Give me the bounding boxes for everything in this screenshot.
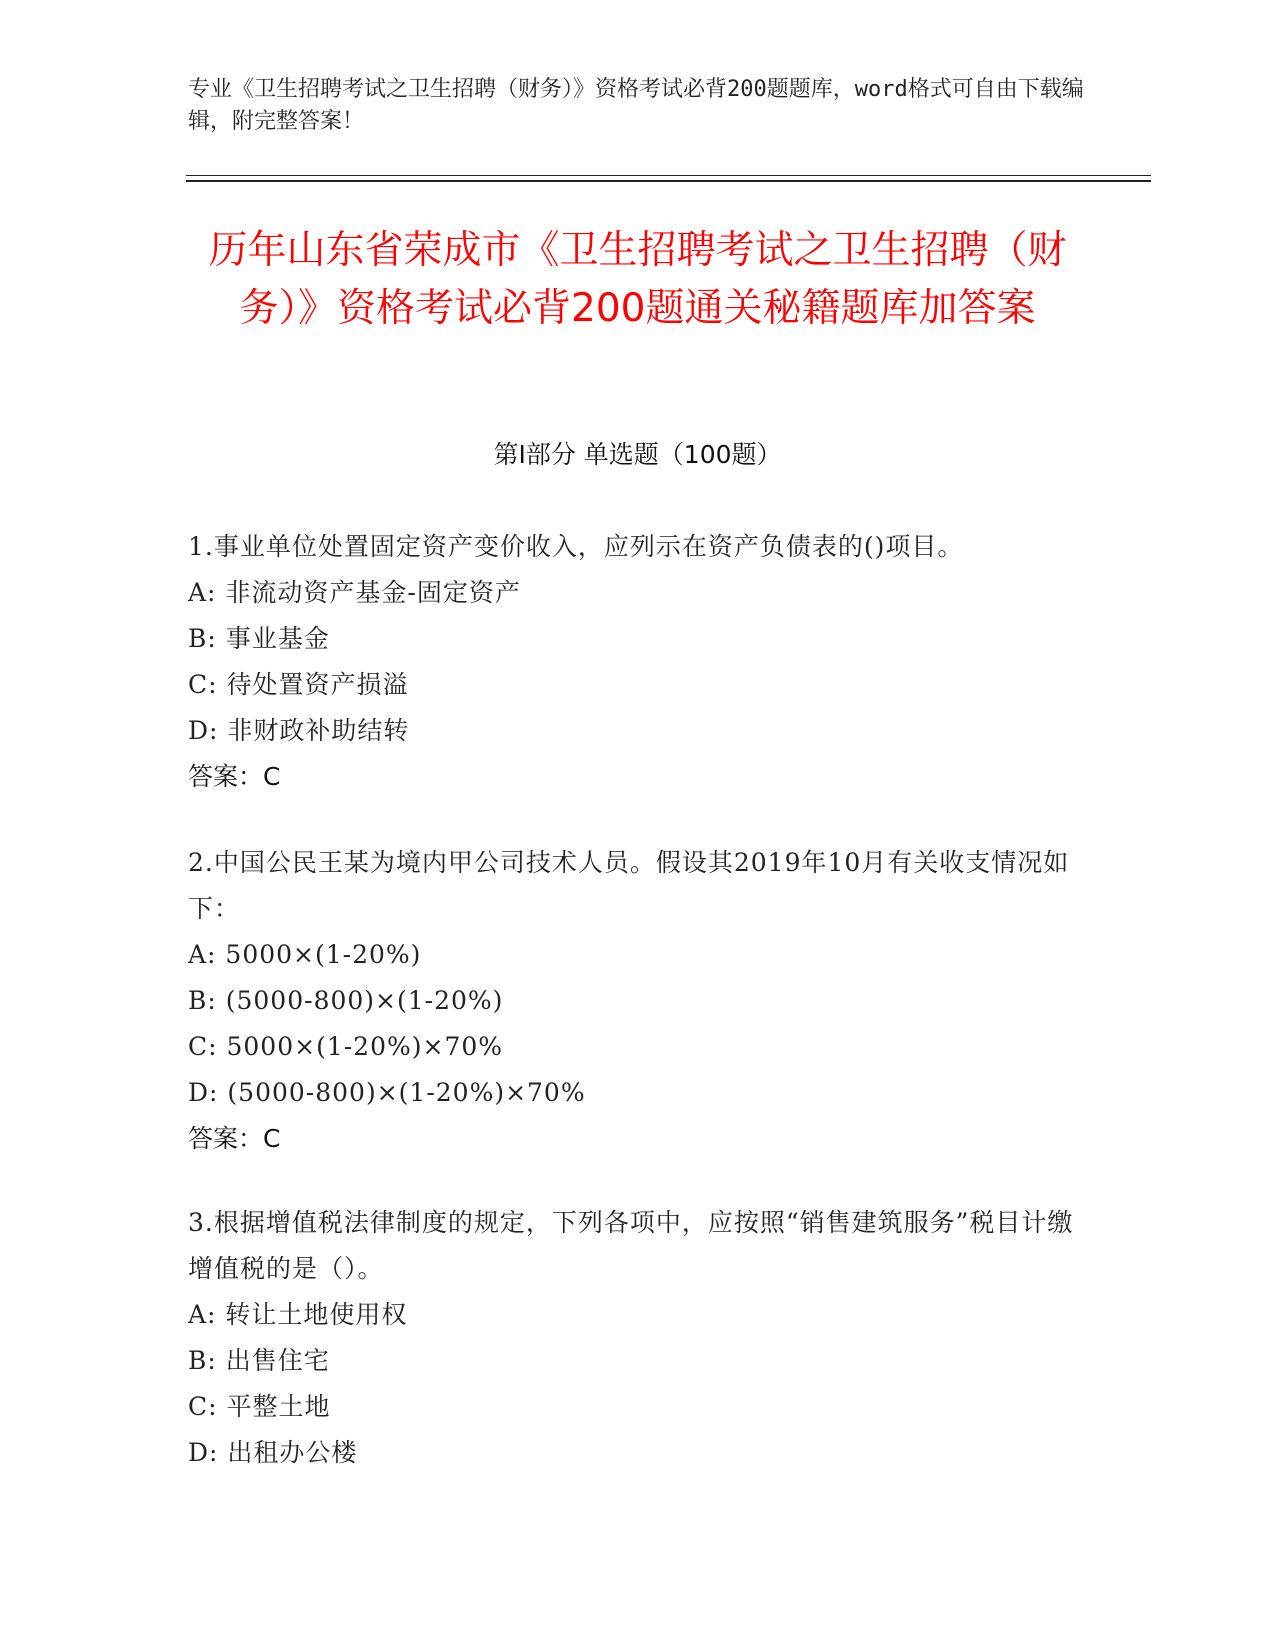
option-c: C: 待处置资产损溢 — [188, 670, 409, 699]
option-a: A: 5000×(1-20%) — [188, 940, 422, 969]
option-d: D: 非财政补助结转 — [188, 716, 410, 745]
option-d: D: (5000-800)×(1-20%)×70% — [188, 1078, 586, 1107]
question-1 — [188, 524, 1088, 800]
option-b: B: 出售住宅 — [188, 1346, 330, 1375]
option-d: D: 出租办公楼 — [188, 1438, 358, 1467]
option-a: A: 非流动资产基金-固定资产 — [188, 578, 521, 607]
option-c: C: 5000×(1-20%)×70% — [188, 1032, 504, 1061]
document-title: 历年山东省荣成市《卫生招聘考试之卫生招聘（财务）》资格考试必背200题通关秘籍题库加答案 — [208, 228, 1067, 331]
option-b: B: (5000-800)×(1-20%) — [188, 986, 504, 1015]
question-stem: 1.事业单位处置固定资产变价收入，应列示在资产负债表的()项目。 — [188, 532, 964, 561]
question-stem: 2.中国公民王某为境内甲公司技术人员。假设其2019年10月有关收支情况如下： — [188, 848, 1070, 923]
header-divider-thin — [186, 175, 1151, 176]
option-a: A: 转让土地使用权 — [188, 1300, 408, 1329]
question-3 — [188, 1200, 1088, 1476]
option-c: C: 平整土地 — [188, 1392, 331, 1421]
answer: 答案：C — [188, 1124, 281, 1153]
answer: 答案：C — [188, 762, 281, 791]
section-title: 第I部分 单选题（100题） — [493, 440, 782, 469]
header-note: 专业《卫生招聘考试之卫生招聘（财务）》资格考试必背200题题库，word格式可自由下载编辑，附完整答案！ — [188, 77, 1084, 134]
question-stem: 3.根据增值税法律制度的规定，下列各项中，应按照“销售建筑服务”税目计缴增值税的是（）。 — [188, 1208, 1074, 1283]
option-b: B: 事业基金 — [188, 624, 330, 653]
question-2 — [188, 840, 1088, 1162]
header-divider-thick — [186, 180, 1151, 182]
